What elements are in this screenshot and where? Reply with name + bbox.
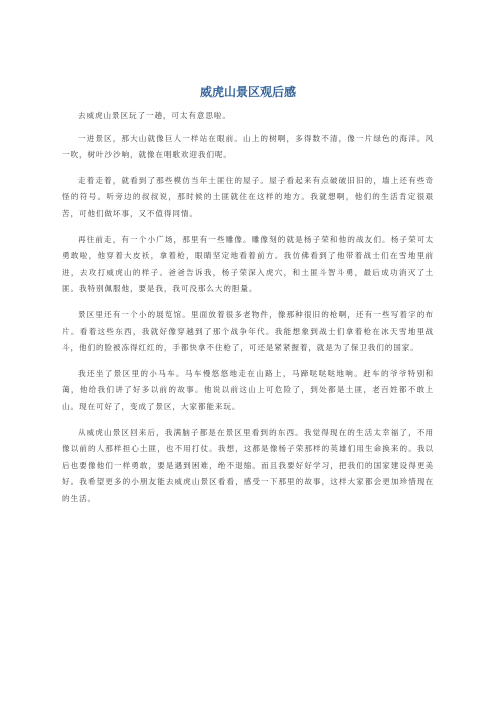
- document-body: [62, 108, 434, 516]
- document-title: 威虎山景区观后感: [199, 85, 296, 99]
- paragraph-horse-cart: 我还坐了景区里的小马车。马车慢悠悠地走在山路上，马蹄哒哒哒地响。赶车的爷爷特别和蔼，他给我们讲了好多以前的故事。他说以前这山上可危险了，到处都是土匪，老百姓都不敢上山。现在可好了，变成了景区，大家都能来玩。: [62, 368, 434, 411]
- paragraph-intro: 去威虎山景区玩了一趟，可太有意思啦。: [78, 111, 231, 120]
- paragraph-bandit-houses: 走着走着，就看到了那些模仿当年土匪住的屋子。屋子看起来有点破破旧旧的，墙上还有些奇怪的符号。听旁边的叔叔说，那时候的土匪就住在这样的地方。我就想啊，他们的生活肯定很艰苦，可他们做坏事，又不值得同情。: [62, 175, 434, 218]
- paragraph-exhibition: 景区里还有一个小的展览馆。里面放着很多老物件，像那种很旧的枪啊，还有一些写着字的布片。看着这些东西，我就好像穿越到了那个战争年代。我能想象到战士们拿着枪在冰天雪地里战斗，他们的脸被冻得红红的，手都快拿不住枪了，可还是紧紧握着，就是为了保卫我们的国家。: [62, 309, 434, 353]
- paragraph-statues: 再往前走，有一个小广场，那里有一些雕像。雕像刻的就是杨子荣和他的战友们。杨子荣可太勇敢啦，他穿着大皮袄，拿着枪，眼睛坚定地看着前方。我仿佛看到了他带着战士们在雪地里前进，去攻打威虎山的样子。爸爸告诉我，杨子荣深入虎穴，和土匪斗智斗勇，最后成功消灭了土匪。我特别佩服他，要是我，我可没那么大的胆量。: [62, 234, 434, 294]
- paragraph-mountain: 一进景区，那大山就像巨人一样站在眼前。山上的树啊，多得数不清，像一片绿色的海洋。风一吹，树叶沙沙响，就像在唱歌欢迎我们呢。: [62, 133, 434, 160]
- paragraph-conclusion: 从威虎山景区回来后，我满脑子都是在景区里看到的东西。我觉得现在的生活太幸福了，不用像以前的人那样担心土匪，也不用打仗。我想，这都是像杨子荣那样的英雄们用生命换来的。我以后也要像他们一样勇敢，要是遇到困难，绝不退缩。而且我要好好学习，把我们的国家建设得更美好。我希望更多的小朋友能去威虎山景区看看，感受一下那里的故事，这样大家都会更加珍惜现在的生活。: [62, 427, 434, 503]
